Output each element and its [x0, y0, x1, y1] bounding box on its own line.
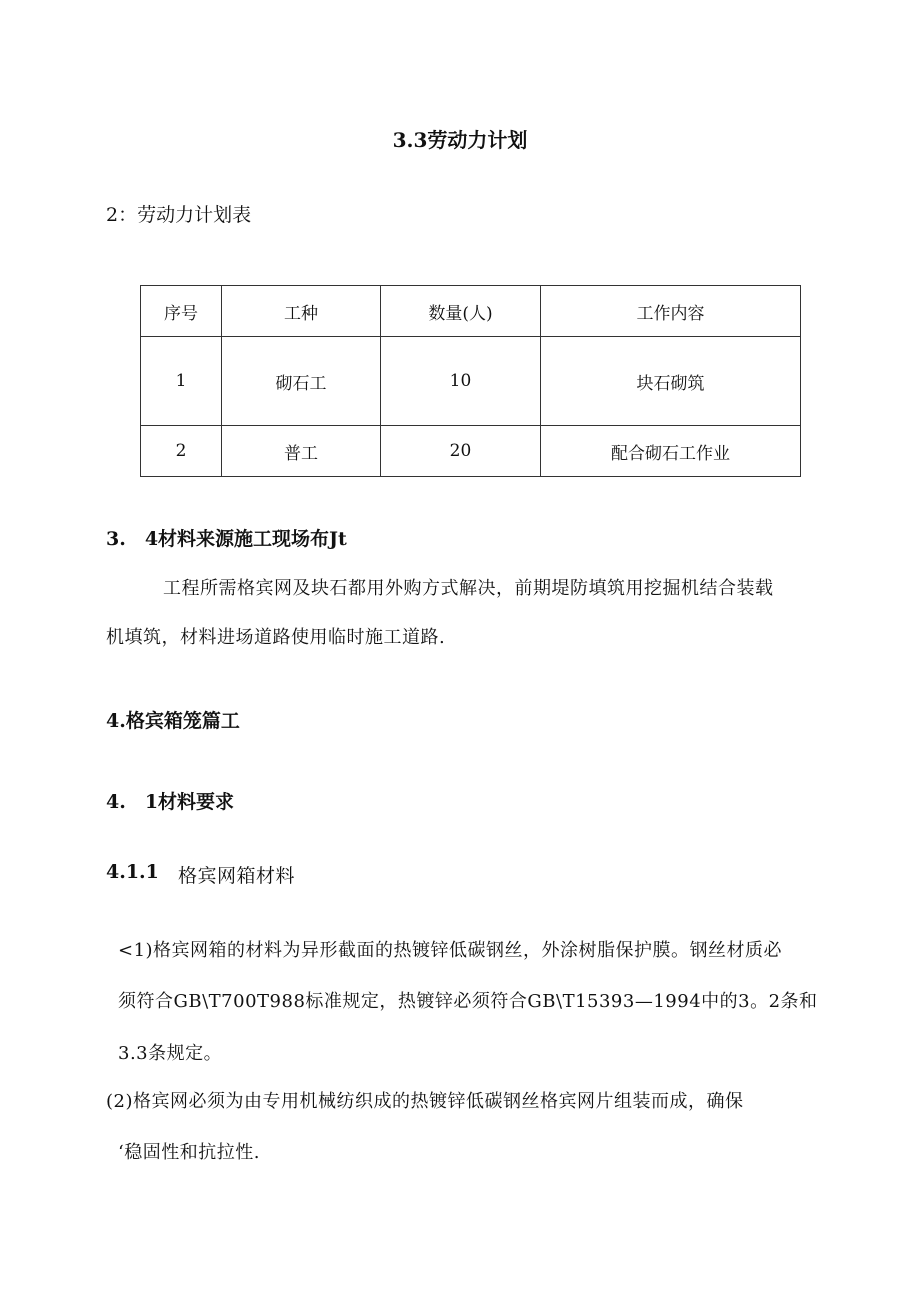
section-3-4-paragraph-line2: 机填筑，材料进场道路使用临时施工道路.	[106, 627, 446, 648]
table-cell: 2	[141, 426, 222, 477]
page-title: 3.3劳动力计划	[392, 128, 528, 152]
table-header-cell: 工种	[222, 286, 381, 337]
table-row	[141, 337, 801, 426]
table-header-cell: 工作内容	[541, 286, 801, 337]
item1-line2: 须符合GB\T700T988标准规定，热镀锌必须符合GB\T15393—1994中的3。2条和	[118, 991, 818, 1012]
item2-line1: (2)格宾网必须为由专用机械纺织成的热镀锌低碳钢丝格宾网片组装而成，确保	[106, 1091, 744, 1112]
table-cell: 1	[141, 337, 222, 426]
table-header-cell: 数量(人)	[381, 286, 541, 337]
table-header-row	[141, 286, 801, 337]
section-4-1-1-heading: 格宾网箱材料	[178, 865, 296, 887]
table-header-cell: 序号	[141, 286, 222, 337]
labor-plan-table	[140, 285, 801, 477]
section-3-4-heading: 3. 4材料来源施工现场布Jt	[106, 528, 347, 550]
item1-line1: <1)格宾网箱的材料为异形截面的热镀锌低碳钢丝，外涂树脂保护膜。钢丝材质必	[118, 940, 783, 961]
section-3-4-paragraph-line1: 工程所需格宾网及块石都用外购方式解决，前期堤防填筑用挖掘机结合装载	[163, 578, 774, 599]
table-cell: 配合砌石工作业	[541, 426, 801, 477]
table-cell: 20	[381, 426, 541, 477]
item2-line2: ‘稳固性和抗拉性.	[118, 1142, 260, 1163]
table-cell: 普工	[222, 426, 381, 477]
table-cell: 块石砌筑	[541, 337, 801, 426]
item1-line3: 3.3条规定。	[118, 1043, 223, 1064]
section-4-1-heading: 4. 1材料要求	[106, 791, 235, 813]
table-row	[141, 426, 801, 477]
table-cell: 砌石工	[222, 337, 381, 426]
section-4-heading: 4.格宾箱笼篇工	[106, 710, 240, 732]
section-4-1-1-number: 4.1.1	[106, 861, 159, 883]
table-cell: 10	[381, 337, 541, 426]
sub-heading-labor-table: 2：劳动力计划表	[106, 204, 252, 226]
